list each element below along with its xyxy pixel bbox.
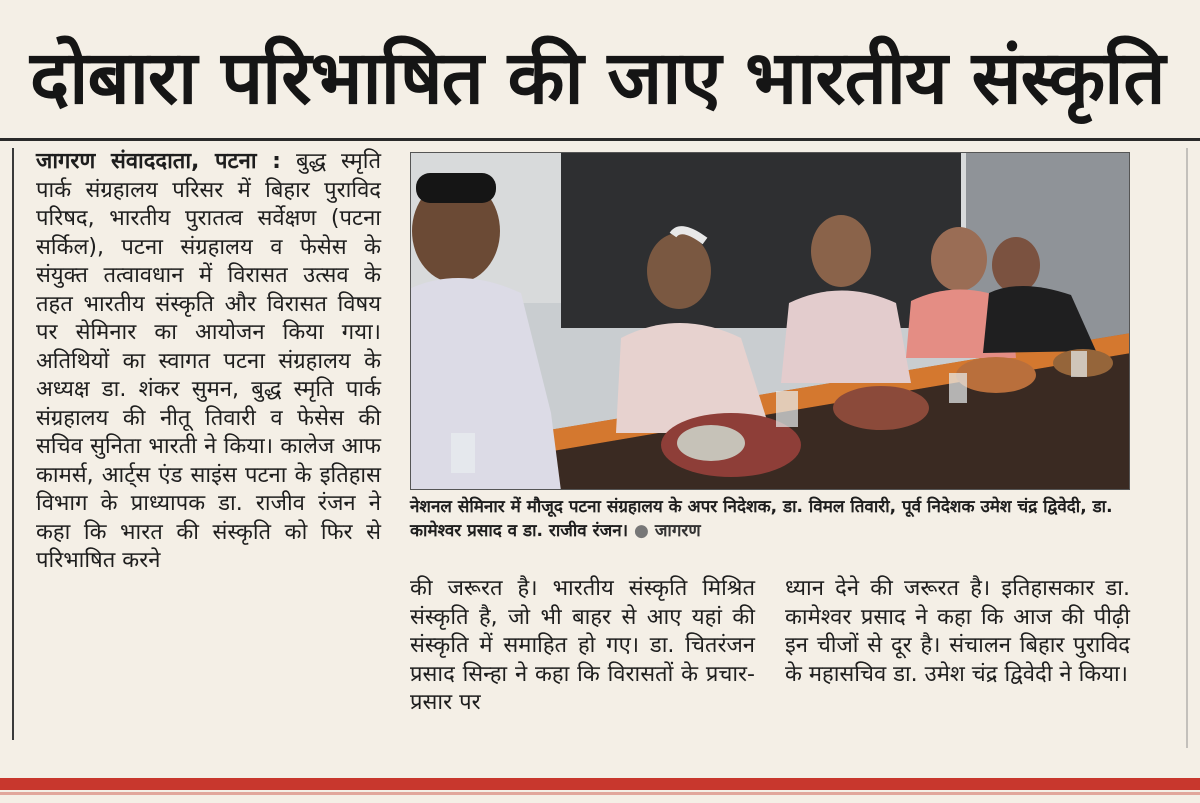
- article-text-col3: ध्यान देने की जरूरत है। इतिहासकार डा. कामेश्वर प्रसाद ने कहा कि आज की पीढ़ी इन चीजों से दूर है। संचालन बिहार पुराविद के महासचिव डा. उमेश चंद्र द्विवेदी ने किया।: [785, 576, 1130, 687]
- headline-rule: [0, 138, 1200, 141]
- article-column-3: [785, 575, 1130, 689]
- page-bottom-accent-line: [0, 792, 1200, 795]
- page-bottom-accent-bar: [0, 778, 1200, 790]
- credit-bullet: ●: [634, 521, 649, 541]
- photo-credit: जागरण: [654, 521, 701, 541]
- headline: दोबारा परिभाषित की जाए भारतीय संस्कृति: [30, 35, 1165, 121]
- column-rule-right: [1186, 148, 1188, 748]
- byline: जागरण संवाददाता, पटना :: [36, 149, 281, 174]
- column-rule-left: [12, 148, 14, 740]
- news-photo: [410, 152, 1130, 490]
- photo-caption: [410, 495, 1140, 543]
- photo-caption-text: नेशनल सेमिनार में मौजूद पटना संग्रहालय के अपर निदेशक, डा. विमल तिवारी, पूर्व निदेशक उमेश चंद्र द्विवेदी, डा. कामेश्वर प्रसाद व डा. राजीव रंजन।: [410, 497, 1113, 541]
- article-column-1: [36, 148, 381, 576]
- article-text-col2: की जरूरत है। भारतीय संस्कृति मिश्रित संस्कृति है, जो भी बाहर से आए यहां की संस्कृति में समाहित हो गए। डा. चितरंजन प्रसाद सिन्हा ने कहा कि विरासतों के प्रचार-प्रसार पर: [410, 576, 755, 715]
- seminar-photo-illustration: [411, 153, 1130, 490]
- article-text-col1: बुद्ध स्मृति पार्क संग्रहालय परिसर में बिहार पुराविद परिषद, भारतीय पुरातत्व सर्वेक्षण (पटना सर्किल), पटना संग्रहालय व फेसेस के संयुक्त तत्वावधान में विरासत उत्सव के तहत भारतीय संस्कृति और विरासत विषय पर सेमिनार का आयोजन किया गया। अतिथियों का स्वागत पटना संग्रहालय के अध्यक्ष डा. शंकर सुमन, बुद्ध स्मृति पार्क संग्रहालय की नीतू तिवारी व फेसेस की सचिव सुनिता भारती ने किया। कालेज आफ कामर्स, आर्ट्स एंड साइंस पटना के इतिहास विभाग के प्राध्यापक डा. राजीव रंजन ने कहा कि भारत की संस्कृति को फिर से परिभाषित करने: [36, 149, 381, 573]
- article-column-2: [410, 575, 755, 718]
